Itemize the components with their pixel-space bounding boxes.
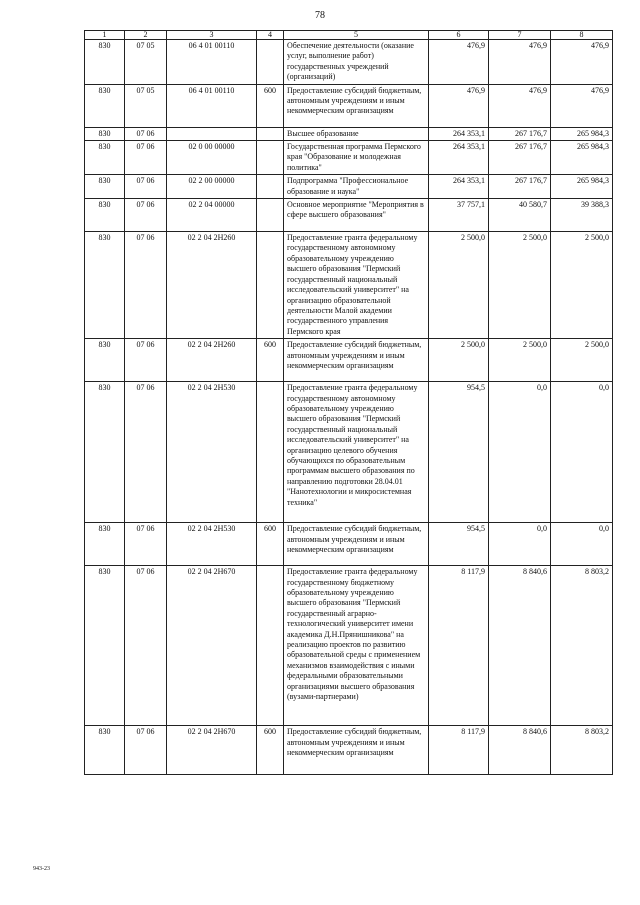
target-article-cell: 02 0 00 00000 bbox=[167, 141, 257, 175]
description-cell: Предоставление гранта федеральному государственному автономному образовательному учреждению высшего образования "Пермский государственный национальный исследовательский университет" на организацию целевого обучения обучающихся по образовательным программам высшего образования по направлению подготовки 28.04.01 "Нанотехнологии и микросистемная техника" bbox=[284, 382, 429, 523]
target-article-cell: 02 2 04 2Н260 bbox=[167, 232, 257, 339]
header-cell: 6 bbox=[429, 31, 489, 40]
amount-year3-cell: 476,9 bbox=[551, 84, 613, 127]
expense-type-cell bbox=[257, 232, 284, 339]
expense-type-cell bbox=[257, 199, 284, 232]
section-code-cell: 07 06 bbox=[125, 566, 167, 726]
table-row bbox=[85, 566, 613, 726]
section-code-cell: 07 06 bbox=[125, 339, 167, 382]
amount-year2-cell: 267 176,7 bbox=[489, 127, 551, 140]
header-cell: 4 bbox=[257, 31, 284, 40]
header-cell: 7 bbox=[489, 31, 551, 40]
table-row bbox=[85, 84, 613, 127]
expense-type-cell: 600 bbox=[257, 339, 284, 382]
description-cell: Предоставление субсидий бюджетным, автономным учреждениям и иным некоммерческим организациям bbox=[284, 339, 429, 382]
table-row bbox=[85, 127, 613, 140]
amount-year2-cell: 40 580,7 bbox=[489, 199, 551, 232]
target-article-cell: 02 2 04 2Н530 bbox=[167, 523, 257, 566]
amount-year1-cell: 2 500,0 bbox=[429, 232, 489, 339]
expense-type-cell bbox=[257, 566, 284, 726]
description-cell: Предоставление гранта федеральному государственному бюджетному образовательному учреждению высшего образования "Пермский государственный аграрно-технологический университет имени академика Д.Н.Прянишникова" на реализацию проектов по развитию образовательной среды с применением механизмов взаимодействия с иными федеральными образовательными организациями высшего образования (вузами-партнерами) bbox=[284, 566, 429, 726]
target-article-cell: 06 4 01 00110 bbox=[167, 40, 257, 85]
amount-year2-cell: 8 840,6 bbox=[489, 566, 551, 726]
description-cell: Обеспечение деятельности (оказание услуг, выполнение работ) государственных учреждений (организаций) bbox=[284, 40, 429, 85]
amount-year2-cell: 0,0 bbox=[489, 382, 551, 523]
target-article-cell: 02 2 04 2Н260 bbox=[167, 339, 257, 382]
table-header-row bbox=[85, 31, 613, 40]
expense-type-cell bbox=[257, 40, 284, 85]
expense-type-cell: 600 bbox=[257, 523, 284, 566]
admin-code-cell: 830 bbox=[85, 523, 125, 566]
target-article-cell: 02 2 04 2Н670 bbox=[167, 726, 257, 775]
amount-year3-cell: 0,0 bbox=[551, 382, 613, 523]
section-code-cell: 07 06 bbox=[125, 232, 167, 339]
table-row bbox=[85, 175, 613, 199]
amount-year1-cell: 476,9 bbox=[429, 84, 489, 127]
amount-year3-cell: 0,0 bbox=[551, 523, 613, 566]
amount-year2-cell: 476,9 bbox=[489, 84, 551, 127]
amount-year1-cell: 8 117,9 bbox=[429, 566, 489, 726]
amount-year3-cell: 8 803,2 bbox=[551, 566, 613, 726]
header-cell: 2 bbox=[125, 31, 167, 40]
expense-type-cell bbox=[257, 382, 284, 523]
amount-year1-cell: 476,9 bbox=[429, 40, 489, 85]
header-cell: 1 bbox=[85, 31, 125, 40]
expense-type-cell bbox=[257, 175, 284, 199]
admin-code-cell: 830 bbox=[85, 566, 125, 726]
table-row bbox=[85, 726, 613, 775]
section-code-cell: 07 06 bbox=[125, 382, 167, 523]
amount-year3-cell: 2 500,0 bbox=[551, 339, 613, 382]
description-cell: Предоставление гранта федеральному государственному автономному образовательному учреждению высшего образования "Пермский государственный национальный исследовательский университет" на организацию образовательной деятельности Малой академии государственного управления Пермского края bbox=[284, 232, 429, 339]
admin-code-cell: 830 bbox=[85, 40, 125, 85]
admin-code-cell: 830 bbox=[85, 175, 125, 199]
amount-year3-cell: 265 984,3 bbox=[551, 141, 613, 175]
table-row bbox=[85, 199, 613, 232]
amount-year1-cell: 264 353,1 bbox=[429, 175, 489, 199]
header-cell: 3 bbox=[167, 31, 257, 40]
amount-year2-cell: 2 500,0 bbox=[489, 232, 551, 339]
admin-code-cell: 830 bbox=[85, 84, 125, 127]
section-code-cell: 07 06 bbox=[125, 141, 167, 175]
expense-type-cell: 600 bbox=[257, 726, 284, 775]
amount-year3-cell: 265 984,3 bbox=[551, 175, 613, 199]
admin-code-cell: 830 bbox=[85, 199, 125, 232]
amount-year1-cell: 37 757,1 bbox=[429, 199, 489, 232]
footer-document-code: 943-23 bbox=[33, 866, 50, 872]
amount-year2-cell: 267 176,7 bbox=[489, 175, 551, 199]
section-code-cell: 07 06 bbox=[125, 523, 167, 566]
target-article-cell: 02 2 04 00000 bbox=[167, 199, 257, 232]
section-code-cell: 07 06 bbox=[125, 127, 167, 140]
amount-year1-cell: 264 353,1 bbox=[429, 141, 489, 175]
page-number: 78 bbox=[315, 10, 325, 21]
description-cell: Высшее образование bbox=[284, 127, 429, 140]
section-code-cell: 07 06 bbox=[125, 175, 167, 199]
amount-year1-cell: 8 117,9 bbox=[429, 726, 489, 775]
amount-year1-cell: 2 500,0 bbox=[429, 339, 489, 382]
table-row bbox=[85, 40, 613, 85]
amount-year3-cell: 2 500,0 bbox=[551, 232, 613, 339]
expense-type-cell: 600 bbox=[257, 84, 284, 127]
amount-year2-cell: 2 500,0 bbox=[489, 339, 551, 382]
amount-year1-cell: 264 353,1 bbox=[429, 127, 489, 140]
amount-year3-cell: 39 388,3 bbox=[551, 199, 613, 232]
amount-year2-cell: 476,9 bbox=[489, 40, 551, 85]
admin-code-cell: 830 bbox=[85, 127, 125, 140]
target-article-cell: 02 2 00 00000 bbox=[167, 175, 257, 199]
table-row bbox=[85, 339, 613, 382]
target-article-cell: 02 2 04 2Н670 bbox=[167, 566, 257, 726]
target-article-cell: 02 2 04 2Н530 bbox=[167, 382, 257, 523]
table-row bbox=[85, 232, 613, 339]
description-cell: Предоставление субсидий бюджетным, автономным учреждениям и иным некоммерческим организациям bbox=[284, 523, 429, 566]
admin-code-cell: 830 bbox=[85, 382, 125, 523]
amount-year2-cell: 267 176,7 bbox=[489, 141, 551, 175]
amount-year1-cell: 954,5 bbox=[429, 382, 489, 523]
description-cell: Предоставление субсидий бюджетным, автономным учреждениям и иным некоммерческим организациям bbox=[284, 726, 429, 775]
amount-year3-cell: 476,9 bbox=[551, 40, 613, 85]
description-cell: Предоставление субсидий бюджетным, автономным учреждениям и иным некоммерческим организациям bbox=[284, 84, 429, 127]
amount-year2-cell: 0,0 bbox=[489, 523, 551, 566]
amount-year3-cell: 265 984,3 bbox=[551, 127, 613, 140]
section-code-cell: 07 06 bbox=[125, 199, 167, 232]
header-cell: 8 bbox=[551, 31, 613, 40]
amount-year1-cell: 954,5 bbox=[429, 523, 489, 566]
target-article-cell bbox=[167, 127, 257, 140]
admin-code-cell: 830 bbox=[85, 339, 125, 382]
expense-type-cell bbox=[257, 141, 284, 175]
amount-year3-cell: 8 803,2 bbox=[551, 726, 613, 775]
section-code-cell: 07 05 bbox=[125, 84, 167, 127]
target-article-cell: 06 4 01 00110 bbox=[167, 84, 257, 127]
section-code-cell: 07 06 bbox=[125, 726, 167, 775]
description-cell: Подпрограмма "Профессиональное образование и наука" bbox=[284, 175, 429, 199]
section-code-cell: 07 05 bbox=[125, 40, 167, 85]
header-cell: 5 bbox=[284, 31, 429, 40]
table-row bbox=[85, 523, 613, 566]
table-row bbox=[85, 382, 613, 523]
table-row bbox=[85, 141, 613, 175]
amount-year2-cell: 8 840,6 bbox=[489, 726, 551, 775]
description-cell: Государственная программа Пермского края "Образование и молодежная политика" bbox=[284, 141, 429, 175]
admin-code-cell: 830 bbox=[85, 141, 125, 175]
budget-table bbox=[84, 30, 613, 775]
admin-code-cell: 830 bbox=[85, 232, 125, 339]
description-cell: Основное мероприятие "Мероприятия в сфере высшего образования" bbox=[284, 199, 429, 232]
expense-type-cell bbox=[257, 127, 284, 140]
admin-code-cell: 830 bbox=[85, 726, 125, 775]
